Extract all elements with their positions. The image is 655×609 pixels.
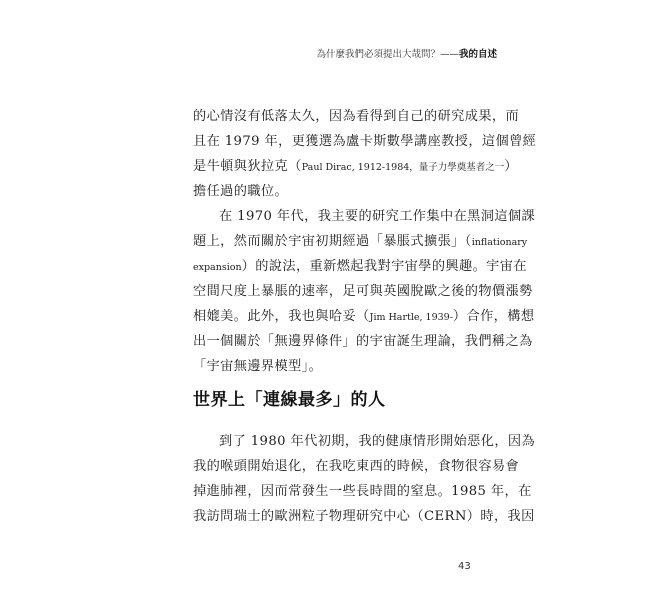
text-segment: 「宇宙無邊界模型」。: [193, 359, 323, 374]
text-line: [193, 179, 471, 204]
inline-note: expansion: [193, 262, 242, 273]
text-segment: ）的說法，重新燃起我對宇宙學的興趣。宇宙在: [241, 259, 527, 274]
text-line: [193, 429, 536, 454]
text-line: [193, 454, 520, 479]
text-line: [193, 329, 533, 354]
text-segment: 我訪問瑞士的歐洲粒子物理研究中心（CERN）時，我因: [193, 509, 535, 524]
text-segment: 空間尺度上暴脹的速率，足可與英國脫歐之後的物價漲勢: [193, 284, 533, 299]
running-header: [316, 46, 497, 60]
text-segment: 在 1970 年代，我主要的研究工作集中在黑洞這個課: [219, 209, 536, 224]
text-segment: 題上，然而關於宇宙初期經過「暴脹式擴張」（: [193, 234, 472, 249]
text-line: [193, 304, 535, 329]
page-number: 43: [458, 561, 471, 572]
running-header-title: 為什麼我們必須提出大哉問？——: [316, 49, 459, 60]
text-segment: ）: [504, 159, 518, 174]
text-segment: 且在 1979 年，更獲選為盧卡斯數學講座教授，這個曾經: [193, 134, 537, 149]
text-line: [193, 279, 533, 304]
inline-note: Paul Dirac, 1912-1984，量子力學奠基者之一: [301, 162, 505, 173]
text-segment: 出一個關於「無邊界條件」的宇宙誕生理論，我們稱之為: [193, 334, 533, 349]
text-line: [193, 229, 528, 254]
inline-note: Jim Hartle, 1939-: [369, 312, 453, 323]
text-segment: 到了 1980 年代初期，我的健康情形開始惡化，因為: [219, 434, 536, 449]
text-segment: 是牛頓與狄拉克（: [193, 159, 302, 174]
text-segment: 的心情沒有低落太久，因為看得到自己的研究成果，而: [193, 109, 520, 124]
text-segment: 相媲美。此外，我也與哈妥（: [193, 309, 370, 324]
text-line: [193, 504, 535, 529]
text-line: [193, 104, 520, 129]
text-segment: 擔任過的職位。: [193, 184, 289, 199]
text-line: [193, 204, 536, 229]
text-line: [193, 129, 537, 154]
section-heading: 世界上「連線最多」的人: [193, 390, 386, 410]
text-line: [193, 154, 518, 179]
text-line: [193, 254, 527, 279]
text-segment: 我的喉頭開始退化，在我吃東西的時候，食物很容易會: [193, 459, 520, 474]
text-line: [193, 479, 532, 504]
inline-note: inflationary: [471, 237, 528, 248]
text-segment: 掉進肺裡，因而常發生一些長時間的窒息。1985 年，在: [193, 484, 532, 499]
text-line: [193, 354, 471, 379]
body-text-top: [193, 104, 537, 379]
running-header-section: 我的自述: [458, 49, 497, 60]
text-segment: ）合作，構想: [452, 309, 535, 324]
body-text-bottom: [193, 429, 536, 529]
